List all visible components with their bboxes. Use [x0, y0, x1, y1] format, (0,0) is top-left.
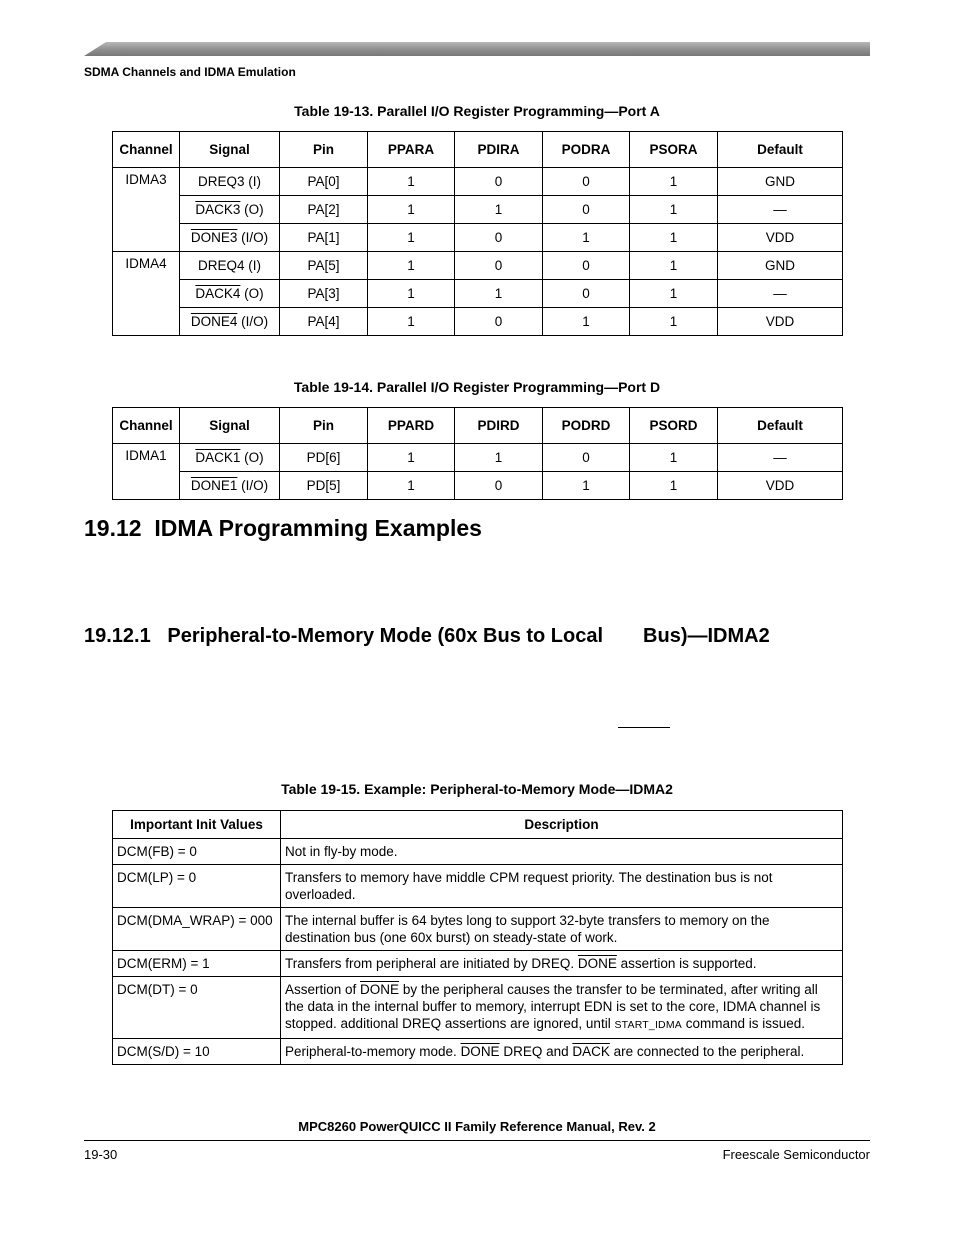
description-text: DONE — [577, 956, 617, 971]
pdir-cell: 0 — [455, 472, 543, 500]
description-cell — [281, 839, 843, 865]
pdir-cell: 0 — [455, 252, 543, 280]
pin-cell: PA[1] — [280, 224, 368, 252]
column-header: Signal — [180, 132, 280, 168]
port-a-table — [112, 131, 843, 336]
section-number: 19.12 — [84, 515, 142, 541]
default-cell: — — [718, 196, 843, 224]
description-cell — [281, 908, 843, 951]
section-title: IDMA Programming Examples — [154, 515, 482, 541]
psor-cell: 1 — [630, 252, 718, 280]
column-header: PDIRA — [455, 132, 543, 168]
example-table — [112, 810, 843, 1065]
section-heading — [84, 515, 482, 542]
default-cell: VDD — [718, 472, 843, 500]
running-header: SDMA Channels and IDMA Emulation — [84, 65, 296, 79]
column-header: Pin — [280, 132, 368, 168]
pin-cell: PA[5] — [280, 252, 368, 280]
signal-cell — [180, 308, 280, 336]
description-text: DREQ and — [499, 1044, 573, 1059]
footer-manual-title: MPC8260 PowerQUICC II Family Reference Manual, Rev. 2 — [298, 1119, 656, 1134]
signal-cell — [180, 444, 280, 472]
description-text: Transfers from peripheral are initiated by DREQ. — [285, 956, 578, 971]
table-row — [113, 308, 843, 336]
pin-cell: PD[5] — [280, 472, 368, 500]
signal-cell — [180, 168, 280, 196]
description-text: The internal buffer is 64 bytes long to support 32-byte transfers to memory on the destination bus (one 60x burst) on steady-state of work. — [285, 913, 770, 945]
table-row — [113, 444, 843, 472]
pin-cell: PA[4] — [280, 308, 368, 336]
signal-direction: (O) — [240, 450, 264, 465]
default-cell: GND — [718, 168, 843, 196]
table-header-row — [113, 408, 843, 444]
default-cell: — — [718, 280, 843, 308]
ppar-cell: 1 — [368, 252, 455, 280]
signal-direction: (I) — [244, 174, 261, 189]
signal-direction: (I/O) — [237, 478, 269, 493]
podr-cell: 1 — [543, 308, 630, 336]
description-cell — [281, 865, 843, 908]
column-header: Default — [718, 408, 843, 444]
ppar-cell: 1 — [368, 280, 455, 308]
column-header: PODRD — [543, 408, 630, 444]
channel-cell: IDMA1 — [113, 444, 180, 500]
column-header: PSORA — [630, 132, 718, 168]
signal-name: DREQ4 — [197, 258, 245, 273]
pin-cell: PA[0] — [280, 168, 368, 196]
signal-name: DREQ3 — [197, 174, 245, 189]
podr-cell: 0 — [543, 168, 630, 196]
table-row — [113, 865, 843, 908]
table-row — [113, 252, 843, 280]
init-value-cell: DCM(LP) = 0 — [113, 865, 281, 908]
column-header: PODRA — [543, 132, 630, 168]
pdir-cell: 0 — [455, 224, 543, 252]
table-row — [113, 951, 843, 977]
init-value-cell: DCM(DT) = 0 — [113, 977, 281, 1039]
description-text: command is issued. — [682, 1016, 806, 1031]
default-cell: GND — [718, 252, 843, 280]
podr-cell: 0 — [543, 280, 630, 308]
table-row — [113, 280, 843, 308]
signal-direction: (I) — [244, 258, 261, 273]
default-cell: VDD — [718, 308, 843, 336]
description-text: Peripheral-to-memory mode. — [285, 1044, 461, 1059]
podr-cell: 0 — [543, 196, 630, 224]
default-cell: VDD — [718, 224, 843, 252]
signal-cell — [180, 252, 280, 280]
column-header: Pin — [280, 408, 368, 444]
signal-cell — [180, 472, 280, 500]
column-header: PSORD — [630, 408, 718, 444]
podr-cell: 0 — [543, 252, 630, 280]
page-number: 19-30 — [84, 1147, 118, 1162]
init-value-cell: DCM(DMA_WRAP) = 000 — [113, 908, 281, 951]
pdir-cell: 1 — [455, 280, 543, 308]
table1-caption: Table 19-13. Parallel I/O Register Programming—Port A — [294, 103, 660, 119]
column-header: PPARD — [368, 408, 455, 444]
table-row — [113, 224, 843, 252]
psor-cell: 1 — [630, 308, 718, 336]
ppar-cell: 1 — [368, 224, 455, 252]
subsection-title: Peripheral-to-Memory Mode (60x Bus to Local Bus)—IDMA2 — [167, 625, 770, 647]
pdir-cell: 0 — [455, 308, 543, 336]
init-value-cell: DCM(S/D) = 10 — [113, 1039, 281, 1065]
description-cell — [281, 951, 843, 977]
podr-cell: 0 — [543, 444, 630, 472]
ppar-cell: 1 — [368, 444, 455, 472]
description-text: DONE — [360, 982, 400, 997]
pdir-cell: 1 — [455, 196, 543, 224]
ppar-cell: 1 — [368, 472, 455, 500]
description-text: Not in fly-by mode. — [285, 844, 398, 859]
signal-name: DONE4 — [190, 314, 238, 329]
default-cell: — — [718, 444, 843, 472]
table-row — [113, 168, 843, 196]
table3-caption: Table 19-15. Example: Peripheral-to-Memory Mode—IDMA2 — [281, 781, 673, 797]
table-row — [113, 908, 843, 951]
signal-cell — [180, 196, 280, 224]
overline-fragment — [618, 727, 670, 728]
table-row — [113, 472, 843, 500]
pdir-cell: 0 — [455, 168, 543, 196]
port-d-table — [112, 407, 843, 500]
column-header: PPARA — [368, 132, 455, 168]
psor-cell: 1 — [630, 196, 718, 224]
description-text: START_IDMA — [614, 1019, 682, 1031]
ppar-cell: 1 — [368, 168, 455, 196]
signal-name: DONE1 — [190, 478, 238, 493]
description-cell — [281, 1039, 843, 1065]
description-text: DONE — [460, 1044, 500, 1059]
description-text: DACK — [572, 1044, 610, 1059]
ppar-cell: 1 — [368, 308, 455, 336]
table2-caption: Table 19-14. Parallel I/O Register Programming—Port D — [293, 379, 661, 395]
description-cell — [281, 977, 843, 1039]
podr-cell: 1 — [543, 472, 630, 500]
psor-cell: 1 — [630, 168, 718, 196]
signal-name: DONE3 — [190, 230, 238, 245]
table-row — [113, 1039, 843, 1065]
description-text: are connected to the peripheral. — [609, 1044, 805, 1059]
init-value-cell: DCM(FB) = 0 — [113, 839, 281, 865]
channel-cell: IDMA4 — [113, 252, 180, 336]
table-header-row — [113, 811, 843, 839]
description-text: Transfers to memory have middle CPM request priority. The destination bus is not overloaded. — [285, 870, 773, 902]
header-decorative-bar — [84, 42, 870, 56]
subsection-number: 19.12.1 — [84, 625, 151, 647]
table-row — [113, 839, 843, 865]
pin-cell: PA[2] — [280, 196, 368, 224]
signal-direction: (O) — [240, 286, 264, 301]
description-text: by the peripheral causes the transfer to be terminated, after writing all the data in the internal buffer to memory, interrupt EDN is set to the core, IDMA channel is stopped. additional DREQ assertions are ignored, until — [285, 982, 821, 1031]
signal-direction: (O) — [240, 202, 264, 217]
column-header: Default — [718, 132, 843, 168]
signal-direction: (I/O) — [237, 230, 269, 245]
column-header: Channel — [113, 408, 180, 444]
column-header: Channel — [113, 132, 180, 168]
psor-cell: 1 — [630, 472, 718, 500]
description-text: Assertion of — [285, 982, 361, 997]
subsection-heading — [84, 625, 770, 648]
table-row — [113, 196, 843, 224]
channel-cell: IDMA3 — [113, 168, 180, 252]
psor-cell: 1 — [630, 224, 718, 252]
psor-cell: 1 — [630, 444, 718, 472]
table-row — [113, 977, 843, 1039]
description-text: assertion is supported. — [616, 956, 757, 971]
pin-cell: PA[3] — [280, 280, 368, 308]
column-header: Description — [281, 811, 843, 839]
signal-name: DACK1 — [195, 450, 241, 465]
signal-cell — [180, 280, 280, 308]
ppar-cell: 1 — [368, 196, 455, 224]
column-header: PDIRD — [455, 408, 543, 444]
psor-cell: 1 — [630, 280, 718, 308]
column-header: Important Init Values — [113, 811, 281, 839]
table-header-row — [113, 132, 843, 168]
pdir-cell: 1 — [455, 444, 543, 472]
signal-name: DACK4 — [195, 286, 241, 301]
podr-cell: 1 — [543, 224, 630, 252]
signal-cell — [180, 224, 280, 252]
column-header: Signal — [180, 408, 280, 444]
signal-direction: (I/O) — [237, 314, 269, 329]
footer-rule — [84, 1140, 870, 1141]
footer-publisher: Freescale Semiconductor — [722, 1147, 870, 1162]
init-value-cell: DCM(ERM) = 1 — [113, 951, 281, 977]
signal-name: DACK3 — [195, 202, 241, 217]
pin-cell: PD[6] — [280, 444, 368, 472]
